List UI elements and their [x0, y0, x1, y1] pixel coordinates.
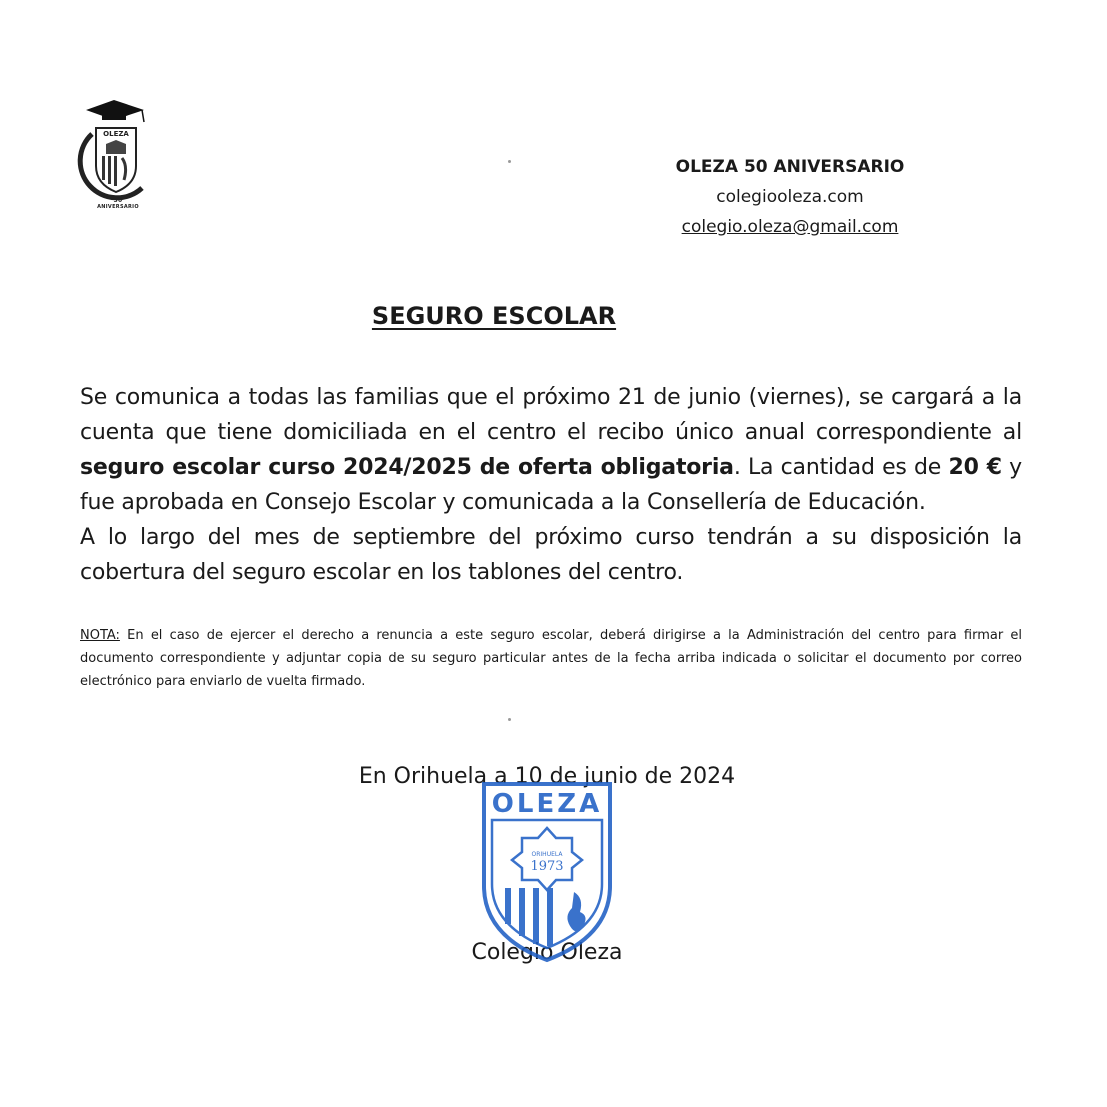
- header-email: colegio.oleza@gmail.com: [681, 217, 899, 237]
- signature: Colegio Oleza: [471, 940, 623, 965]
- logo-caption-text: ANIVERSARIO: [97, 204, 139, 210]
- note-label: NOTA:: [80, 628, 120, 643]
- note-text: En el caso de ejercer el derecho a renuncia a este seguro escolar, deberá dirigirse a la Administración del centro para firmar el documento correspondiente y adjuntar copia de su seguro particular antes de la fecha arriba indicada o solicitar el documento por correo electrónico para enviarlo de vuelta firmado.: [80, 628, 1022, 689]
- note-paragraph: [80, 624, 1022, 693]
- body-p1-text-b: . La cantidad es de: [733, 455, 949, 480]
- svg-text:ORIHUELA: ORIHUELA: [531, 851, 563, 858]
- body-p1-bold-course: seguro escolar curso 2024/2025 de oferta obligatoria: [80, 455, 734, 480]
- body-p1-text-a: Se comunica a todas las familias que el próximo 21 de junio (viernes), se cargará a la cuenta que tiene domiciliada en el centro el recibo único anual correspondiente al: [80, 385, 1022, 445]
- header-website: colegiooleza.com: [716, 187, 864, 207]
- document-body: [80, 380, 1022, 590]
- body-p1-bold-amount: 20 €: [948, 455, 1002, 480]
- scan-speck: [508, 718, 511, 721]
- scan-speck: [508, 160, 511, 163]
- place-date: En Orihuela a 10 de junio de 2024: [358, 764, 736, 789]
- svg-text:OLEZA: OLEZA: [103, 130, 129, 138]
- body-paragraph-1: [80, 380, 1022, 520]
- svg-text:OLEZA: OLEZA: [491, 789, 603, 819]
- logo-caption-number: 50: [113, 197, 123, 204]
- header-org: OLEZA 50 ANIVERSARIO: [675, 157, 905, 177]
- body-p1-text-c: y fue aprobada en Consejo Escolar y comunicada a la Consellería de Educación.: [80, 455, 1022, 515]
- svg-text:1973: 1973: [530, 859, 564, 874]
- school-stamp: [478, 776, 616, 966]
- document-title: SEGURO ESCOLAR: [371, 302, 617, 330]
- oleza-shield-stamp-icon: [478, 776, 616, 966]
- body-paragraph-2: A lo largo del mes de septiembre del próximo curso tendrán a su disposición la cobertura del seguro escolar en los tablones del centro.: [80, 525, 1022, 585]
- logo-caption: [82, 198, 154, 210]
- header-contact-block: [660, 152, 920, 242]
